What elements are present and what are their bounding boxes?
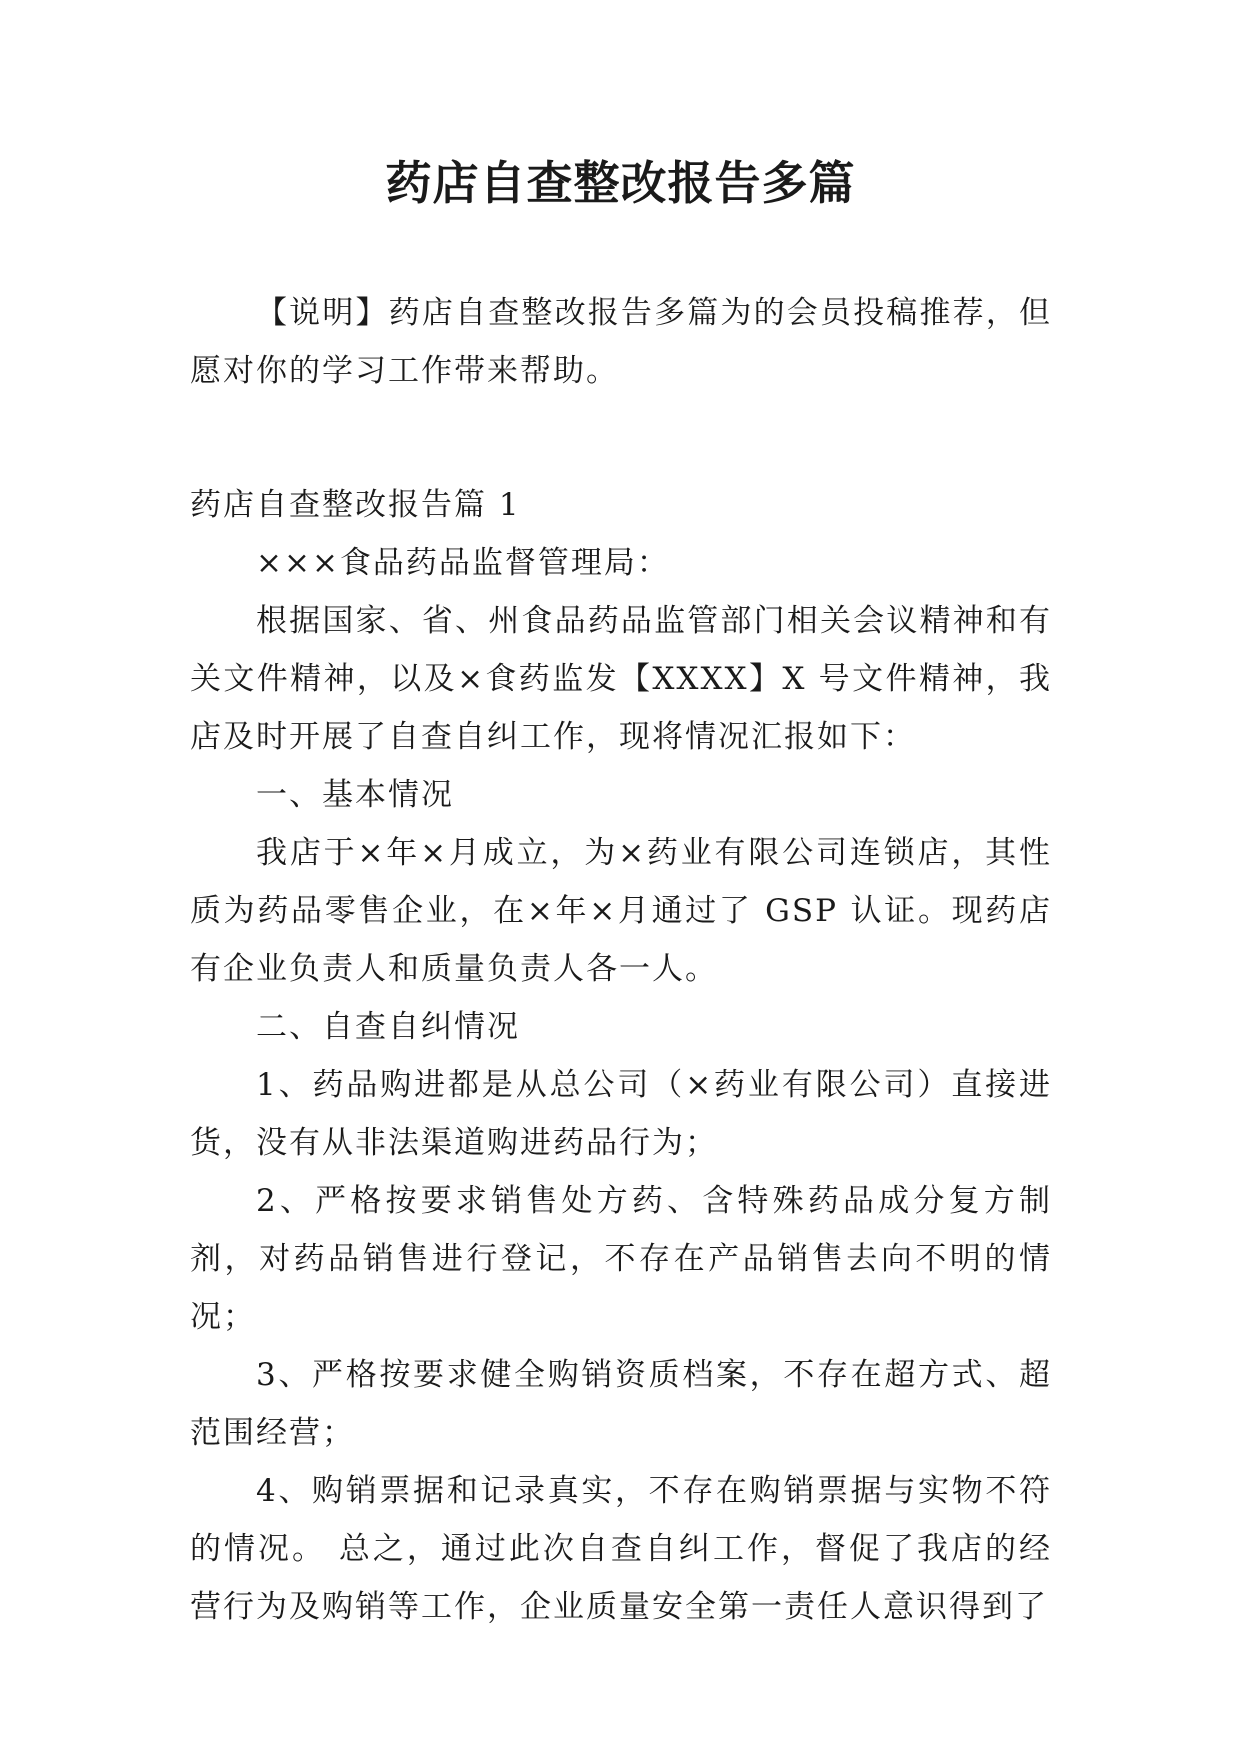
body-paragraph: 根据国家、省、州食品药品监管部门相关会议精神和有关文件精神，以及×食药监发【XXXX】X 号文件精神，我店及时开展了自查自纠工作，现将情况汇报如下：	[190, 603, 1052, 755]
list-item: 4、购销票据和记录真实，不存在购销票据与实物不符的情况。 总之，通过此次自查自纠工作，督促了我店的经营行为及购销等工作，企业质量安全第一责任人意识得到了	[190, 1473, 1052, 1625]
intro-paragraph: 【说明】药店自查整改报告多篇为的会员投稿推荐，但愿对你的学习工作带来帮助。	[190, 295, 1052, 389]
document-body	[190, 284, 1052, 1636]
addressee-line: ×××食品药品监督管理局：	[256, 545, 670, 581]
section-heading: 药店自查整改报告篇 1	[190, 487, 521, 523]
subheading-basic-info: 一、基本情况	[256, 777, 454, 813]
document-title: 药店自查整改报告多篇	[385, 156, 856, 210]
paragraph-spacer	[190, 400, 1052, 476]
list-item: 1、药品购进都是从总公司（×药业有限公司）直接进货，没有从非法渠道购进药品行为；	[190, 1067, 1052, 1161]
body-paragraph: 我店于×年×月成立，为×药业有限公司连锁店，其性质为药品零售企业，在×年×月通过了 GSP 认证。现药店有企业负责人和质量负责人各一人。	[190, 835, 1052, 987]
subheading-self-check: 二、自查自纠情况	[256, 1009, 520, 1045]
list-item: 3、严格按要求健全购销资质档案，不存在超方式、超范围经营；	[190, 1357, 1052, 1451]
list-item: 2、严格按要求销售处方药、含特殊药品成分复方制剂，对药品销售进行登记，不存在产品销售去向不明的情况；	[190, 1183, 1052, 1335]
